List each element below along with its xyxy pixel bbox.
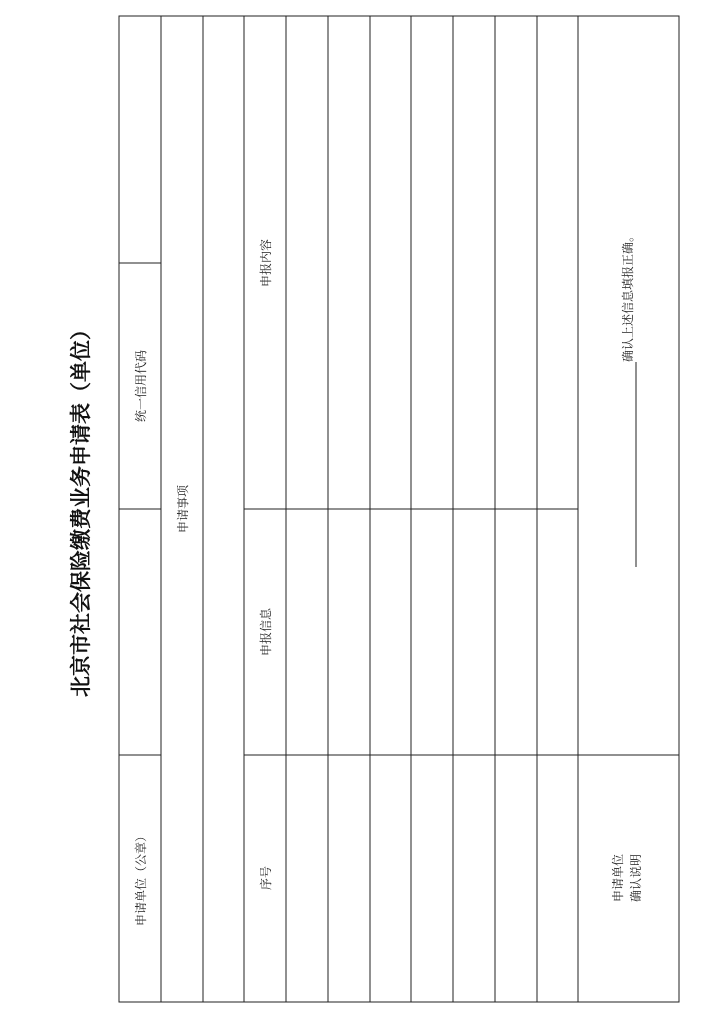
- credit-code-label: 统一信用代码: [134, 349, 148, 423]
- applicant-unit-label: 申请单位（公章）: [134, 829, 148, 927]
- data-rows: [286, 755, 578, 1002]
- confirm-label-line2: 确认说明: [629, 853, 643, 903]
- serial-cell-4[interactable]: [411, 755, 453, 1002]
- serial-cell-7[interactable]: [537, 755, 578, 1002]
- confirm-label-line1: 申请单位: [611, 853, 625, 903]
- serial-label: 序号: [259, 865, 273, 891]
- serial-cell-3[interactable]: [370, 755, 411, 1002]
- form-title: 北京市社会保险缴费业务申请表（单位）: [69, 319, 93, 697]
- report-content-label: 申报内容: [259, 238, 273, 288]
- application-item-label: 申请事项: [176, 484, 190, 534]
- report-info-label: 申报信息: [259, 607, 273, 657]
- confirm-statement: 确认上述信息填报正确。: [621, 229, 635, 362]
- serial-cell-2[interactable]: [328, 755, 370, 1002]
- serial-cell-1[interactable]: [286, 755, 328, 1002]
- serial-cell-5[interactable]: [453, 755, 495, 1002]
- serial-cell-6[interactable]: [495, 755, 537, 1002]
